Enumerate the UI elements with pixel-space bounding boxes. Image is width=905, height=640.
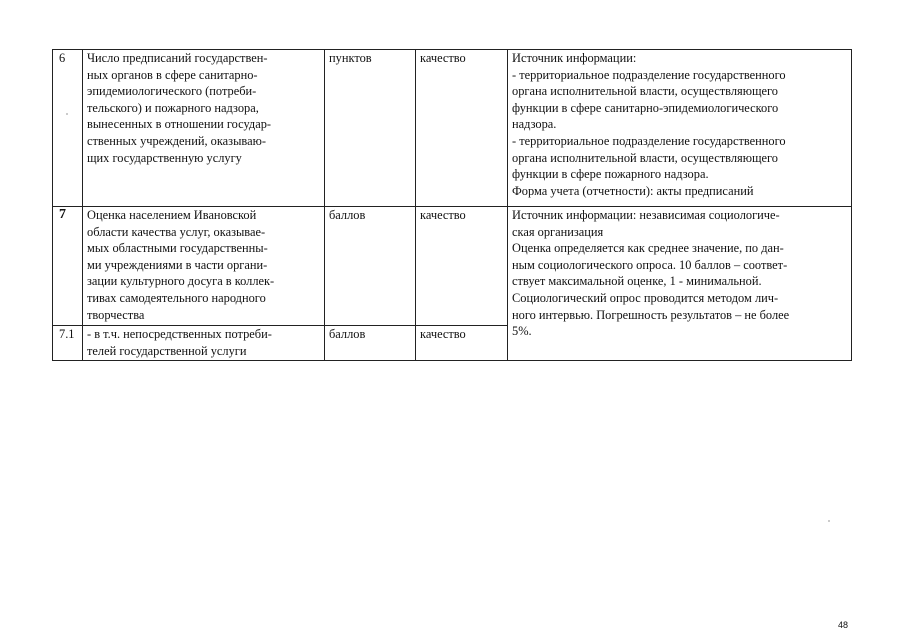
method-cell: Источник информации: - территориальное подразделение государственного органа исполнительной власти, осуществляющего функции в сфере санитарно-эпидемиологического надзора. - территориальное подразделение государственного органа исполнительной власти, осуществляющего функции в сфере пожарного надзора. Форма учета (отчетности): акты предписаний: [508, 50, 852, 207]
unit-cell: пунктов: [325, 50, 416, 207]
table-row: [53, 50, 852, 207]
table-row: [53, 207, 852, 326]
indicator-name: Число предписаний государствен- ных органов в сфере санитарно- эпидемиологического (потреби- тельского) и пожарного надзора, вынесенных в отношении государ- ственных учреждений, оказываю- щих государственную услугу: [83, 50, 325, 207]
row-number: 7: [53, 207, 83, 326]
indicator-name: Оценка населением Ивановской области качества услуг, оказывае- мых областными государственны- ми учреждениями в части органи- зации культурного досуга в коллек- тивах самодеятельного народного творчества: [83, 207, 325, 326]
scan-speck: [828, 520, 830, 522]
page-number: 48: [838, 620, 849, 630]
unit-cell: баллов: [325, 326, 416, 361]
indicator-name: - в т.ч. непосредственных потреби- телей государственной услуги: [83, 326, 325, 361]
method-cell: Источник информации: независимая социологиче- ская организация Оценка определяется как среднее значение, по дан- ным социологического опроса. 10 баллов – соответ- ствует максимальной оценке, 1 - минимальной. Социологический опрос проводится методом лич- ного интервью. Погрешность результатов – не более 5%.: [508, 207, 852, 361]
indicators-table: [52, 49, 852, 361]
unit-cell: баллов: [325, 207, 416, 326]
row-number: 7.1: [53, 326, 83, 361]
row-number: 6: [53, 50, 83, 207]
type-cell: качество: [416, 207, 508, 326]
type-cell: качество: [416, 326, 508, 361]
scan-speck: [66, 113, 68, 115]
type-cell: качество: [416, 50, 508, 207]
